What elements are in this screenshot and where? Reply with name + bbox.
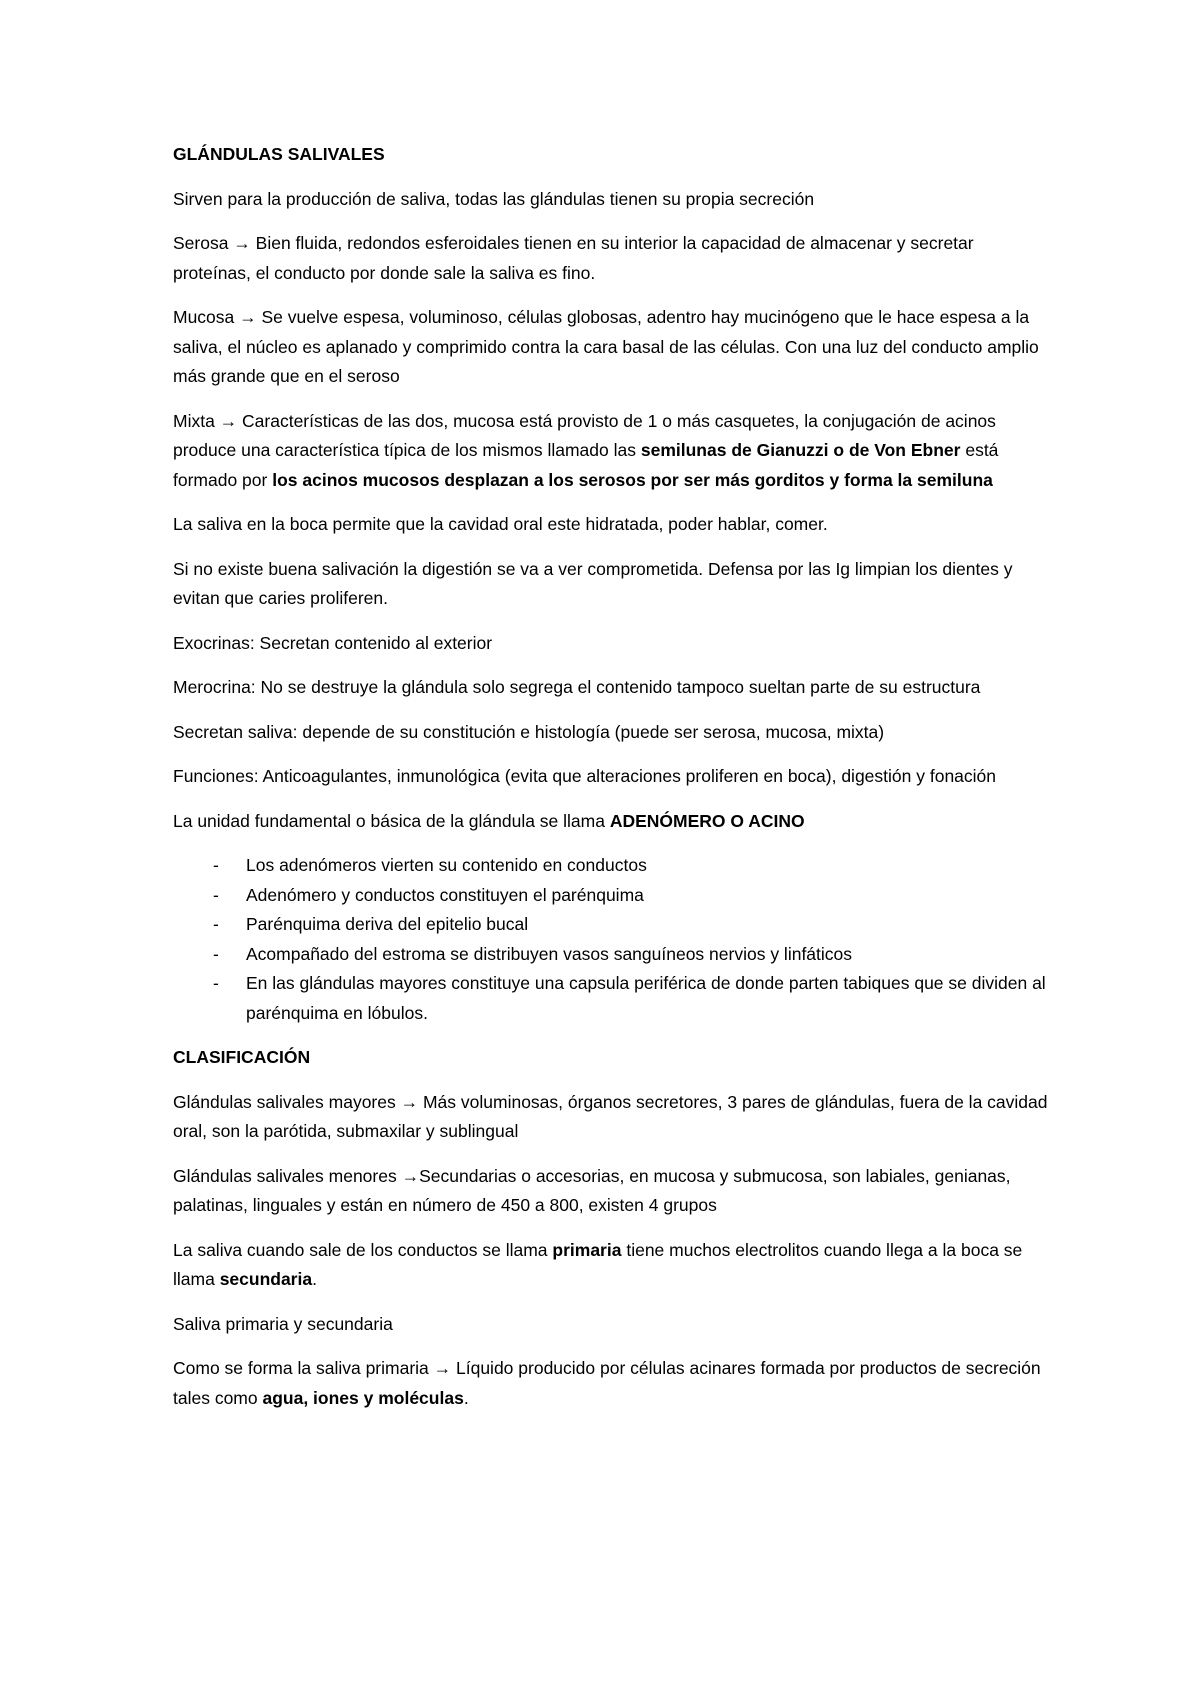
document-page: [173, 140, 1053, 1428]
como-forma-text-1: Como se forma la saliva primaria → Líquido producido por células acinares formada por productos de secreción tales como: [173, 1358, 1041, 1408]
dash-bullet: -: [213, 973, 219, 993]
list-item-text: Acompañado del estroma se distribuyen vasos sanguíneos nervios y linfáticos: [246, 943, 853, 964]
dash-bullet: -: [213, 855, 219, 875]
dash-bullet: -: [213, 884, 219, 905]
merocrina-paragraph: Merocrina: No se destruye la glándula solo segrega el contenido tampoco sueltan parte de su estructura: [173, 677, 981, 697]
list-item: [173, 969, 1053, 1028]
mixta-text-1: Mixta → Características de las dos, mucosa está provisto de 1 o más casquetes, la conjugación de acinos produce una característica típica de los mismos llamado las: [173, 410, 996, 460]
mixta-bold-2: los acinos mucosos desplazan a los serosos por ser más gorditos y forma la semiluna: [272, 469, 993, 490]
mixta-paragraph: [173, 407, 1053, 496]
saliva-conductos-text-3: .: [312, 1269, 317, 1289]
list-item-text: Parénquima deriva del epitelio bucal: [246, 914, 529, 934]
saliva-boca-paragraph: La saliva en la boca permite que la cavidad oral este hidratada, poder hablar, comer.: [173, 514, 828, 534]
primaria-bold: primaria: [552, 1239, 622, 1260]
list-item-text: En las glándulas mayores constituye una capsula periférica de donde parten tabiques que se dividen al parénquima en lóbulos.: [246, 973, 1046, 1023]
dash-bullet: -: [213, 914, 219, 934]
primaria-secundaria-paragraph: Saliva primaria y secundaria: [173, 1313, 393, 1334]
saliva-conductos-text-1: La saliva cuando sale de los conductos se llama: [173, 1239, 553, 1260]
dash-bullet: -: [213, 943, 219, 964]
mixta-bold-1: semilunas de Gianuzzi o de Von Ebner: [640, 440, 961, 460]
como-forma-bold: agua, iones y moléculas: [262, 1387, 464, 1408]
document-title: GLÁNDULAS SALIVALES: [173, 144, 385, 164]
mayores-paragraph: Glándulas salivales mayores → Más voluminosas, órganos secretores, 3 pares de glándulas, fuera de la cavidad oral, son la parótida, submaxilar y sublingual: [173, 1091, 1048, 1141]
saliva-conductos-text-2: tiene muchos electrolitos cuando llega a la boca se llama: [173, 1239, 1023, 1289]
salivacion-paragraph: Si no existe buena salivación la digestión se va a ver comprometida. Defensa por las Ig limpian los dientes y evitan que caries proliferen.: [173, 558, 1013, 608]
como-forma-paragraph: [173, 1354, 1053, 1413]
list-item-text: Adenómero y conductos constituyen el parénquima: [246, 884, 644, 905]
list-item-text: Los adenómeros vierten su contenido en conductos: [246, 855, 647, 875]
list-item: [173, 910, 1053, 940]
exocrinas-paragraph: Exocrinas: Secretan contenido al exterior: [173, 632, 493, 653]
intro-paragraph: Sirven para la producción de saliva, todas las glándulas tienen su propia secreción: [173, 188, 815, 209]
mixta-text-2: está formado por: [173, 440, 999, 490]
unidad-bold: ADENÓMERO O ACINO: [609, 810, 805, 831]
menores-paragraph: Glándulas salivales menores →Secundarias o accesorias, en mucosa y submucosa, son labiales, genianas, palatinas, linguales y están en número de 450 a 800, existen 4 grupos: [173, 1165, 1011, 1215]
saliva-conductos-paragraph: [173, 1236, 1053, 1295]
secretan-saliva-paragraph: Secretan saliva: depende de su constitución e histología (puede ser serosa, mucosa, mixta): [173, 721, 885, 742]
unidad-text: La unidad fundamental o básica de la glándula se llama: [173, 810, 610, 831]
unidad-paragraph: [173, 807, 1053, 837]
list-item: [173, 940, 1053, 970]
list-item: [173, 851, 1053, 881]
secundaria-bold: secundaria: [219, 1269, 313, 1289]
funciones-paragraph: Funciones: Anticoagulantes, inmunológica (evita que alteraciones proliferen en boca), digestión y fonación: [173, 766, 997, 786]
como-forma-text-2: .: [463, 1387, 469, 1408]
clasificacion-heading: CLASIFICACIÓN: [173, 1047, 311, 1067]
adenomero-list: [173, 851, 1053, 1028]
list-item: [173, 881, 1053, 911]
mucosa-paragraph: Mucosa → Se vuelve espesa, voluminoso, células globosas, adentro hay mucinógeno que le hace espesa a la saliva, el núcleo es aplanado y comprimido contra la cara basal de las células. Con una luz del conducto amplio más grande que en el seroso: [173, 307, 1039, 386]
serosa-paragraph: Serosa → Bien fluida, redondos esferoidales tienen en su interior la capacidad de almacenar y secretar proteínas, el conducto por donde sale la saliva es fino.: [173, 233, 974, 283]
